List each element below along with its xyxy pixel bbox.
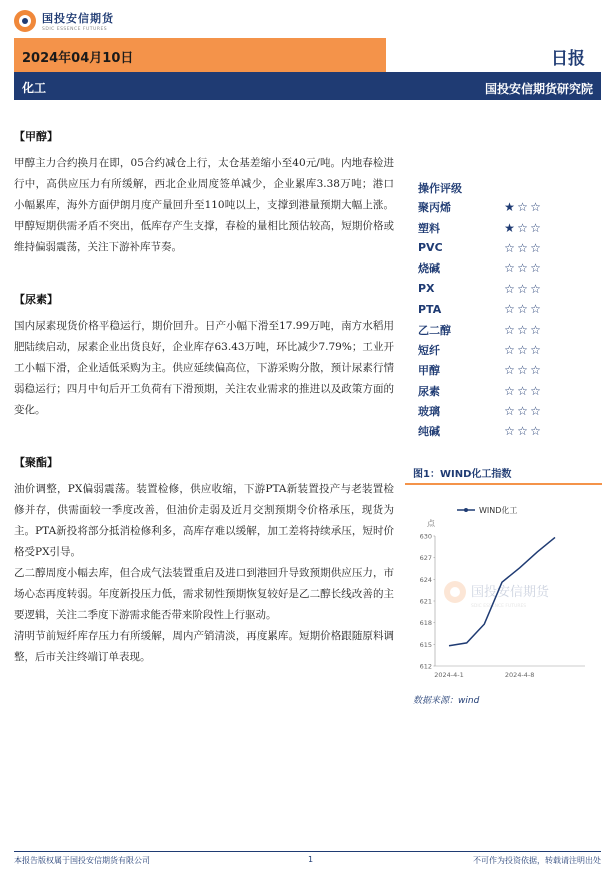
rating-product-name: 乙二醇 <box>418 323 451 337</box>
watermark-text-en: SDIC ESSENCE FUTURES <box>471 604 527 609</box>
rating-row <box>418 421 598 441</box>
rating-product-name: PTA <box>418 302 442 316</box>
rating-list <box>418 197 598 442</box>
y-tick-label: 612 <box>419 662 432 671</box>
section-heading: 【聚酯】 <box>14 456 58 469</box>
chart-y-label: 点 <box>427 519 435 528</box>
star-empty-icon: ☆ <box>504 322 515 337</box>
figure-title: 图1：WIND化工指数 <box>413 469 512 480</box>
rating-stars <box>503 303 542 315</box>
rating-row <box>418 299 598 319</box>
star-empty-icon: ☆ <box>504 281 515 296</box>
report-type-title: 日报 <box>551 49 585 69</box>
section-paragraph: 国内尿素现货价格平稳运行，期价回升。日产小幅下滑至17.99万吨，南方水稻用肥陆续启动，尿素企业出货良好，企业库存63.43万吨，环比减少7.79%；工业开工小幅下滑，企业适低采购为主。供应延续偏高位，下游采购分散，预计尿素行情弱稳运行；四月中旬后开工负荷有下滑预期，关注农业需求的推进以及政策方面的变化。 <box>14 320 394 416</box>
star-empty-icon: ☆ <box>530 342 541 357</box>
star-empty-icon: ☆ <box>530 424 541 439</box>
rating-product-name: 聚丙烯 <box>418 201 451 215</box>
star-empty-icon: ☆ <box>504 424 515 439</box>
chemical-index-chart <box>405 490 602 686</box>
logo-icon <box>14 10 36 32</box>
footer-disclaimer: 不可作为投资依据，转载请注明出处 <box>473 856 601 865</box>
star-filled-icon: ★ <box>504 200 515 215</box>
rating-stars <box>503 364 542 376</box>
report-date: 2024年04月10日 <box>22 51 134 66</box>
star-empty-icon: ☆ <box>530 220 541 235</box>
star-empty-icon: ☆ <box>530 261 541 276</box>
star-empty-icon: ☆ <box>530 404 541 419</box>
rating-row <box>418 381 598 401</box>
rating-row <box>418 197 598 217</box>
rating-row <box>418 258 598 278</box>
star-empty-icon: ☆ <box>530 322 541 337</box>
star-empty-icon: ☆ <box>504 383 515 398</box>
section-heading: 【甲醇】 <box>14 130 58 143</box>
footer-rule <box>14 851 601 852</box>
rating-row <box>418 340 598 360</box>
star-empty-icon: ☆ <box>504 240 515 255</box>
rating-product-name: PX <box>418 282 435 296</box>
section-methanol <box>14 128 394 258</box>
rating-product-name: 玻璃 <box>418 405 440 419</box>
star-empty-icon: ☆ <box>504 404 515 419</box>
star-empty-icon: ☆ <box>504 302 515 317</box>
figure-source: 数据来源：wind <box>413 696 480 706</box>
star-empty-icon: ☆ <box>530 200 541 215</box>
rating-product-name: 尿素 <box>418 384 440 398</box>
rating-product-name: 烧碱 <box>418 262 440 276</box>
star-empty-icon: ☆ <box>504 342 515 357</box>
page-number: 1 <box>308 855 314 864</box>
star-filled-icon: ★ <box>504 220 515 235</box>
institute-name: 国投安信期货研究院 <box>484 82 593 96</box>
star-empty-icon: ☆ <box>530 383 541 398</box>
rating-stars <box>503 283 542 295</box>
figure-title-rule <box>405 483 602 485</box>
watermark-logo-inner <box>450 587 460 597</box>
section-paragraph: 乙二醇周度小幅去库，但合成气法装置重启及进口到港回升导致预期供应压力，市场心态再度转弱。年度新投压力低，需求韧性预期恢复较好是乙二醇长线改善的主要逻辑，关注二季度下游需求能否带来阶段性上行驱动。 <box>14 567 394 621</box>
y-tick-label: 618 <box>419 619 432 628</box>
rating-stars <box>503 344 542 356</box>
footer-copyright: 本报告版权属于国投安信期货有限公司 <box>14 856 150 865</box>
sector-name: 化工 <box>22 81 47 95</box>
report-body <box>14 128 394 668</box>
logo-name-cn: 国投安信期货 <box>42 12 114 25</box>
star-empty-icon: ☆ <box>504 261 515 276</box>
star-empty-icon: ☆ <box>517 261 528 276</box>
star-empty-icon: ☆ <box>530 302 541 317</box>
star-empty-icon: ☆ <box>517 220 528 235</box>
x-tick-label: 2024-4-8 <box>504 671 535 679</box>
watermark-text: 国投安信期货 <box>471 585 550 600</box>
rating-stars <box>503 405 542 417</box>
y-tick-label: 621 <box>419 597 432 606</box>
star-empty-icon: ☆ <box>530 363 541 378</box>
rating-row <box>418 217 598 237</box>
section-paragraph: 甲醇主力合约换月在即，05合约减仓上行，太仓基差缩小至40元/吨。内地春检进行中，高供应压力有所缓解，西北企业周度签单减少，企业累库3.38万吨；港口小幅累库，海外方面伊朗月度产量回升至110吨以上，支撑到港量预期大幅上涨。甲醇短期供需矛盾不突出，低库存产生支撑，春检的量相比预估较高，短期价格或维持偏弱震荡，关注下游补库节奏。 <box>14 157 394 253</box>
star-empty-icon: ☆ <box>504 363 515 378</box>
rating-stars <box>503 201 542 213</box>
star-empty-icon: ☆ <box>517 322 528 337</box>
y-tick-label: 630 <box>419 532 432 541</box>
rating-row <box>418 401 598 421</box>
y-tick-label: 627 <box>419 554 432 563</box>
rating-stars <box>503 385 542 397</box>
rating-row <box>418 319 598 339</box>
rating-product-name: 塑料 <box>418 221 440 235</box>
star-empty-icon: ☆ <box>530 281 541 296</box>
star-empty-icon: ☆ <box>517 200 528 215</box>
star-empty-icon: ☆ <box>517 240 528 255</box>
logo-name-en: SDIC ESSENCE FUTURES <box>42 27 108 32</box>
rating-row <box>418 238 598 258</box>
company-logo <box>14 10 114 32</box>
star-empty-icon: ☆ <box>517 404 528 419</box>
rating-row <box>418 360 598 380</box>
star-empty-icon: ☆ <box>517 383 528 398</box>
section-paragraph: 清明节前短纤库存压力有所缓解，周内产销清淡，再度累库。短期价格跟随原料调整，后市关注终端订单表现。 <box>14 630 394 663</box>
rating-stars <box>503 242 542 254</box>
section-paragraph: 油价调整，PX偏弱震荡。装置检修，供应收缩，下游PTA新装置投产与老装置检修并存，供需面较一季度改善，但油价走弱及近月交割预期令价格承压，现货为主。PTA新投将部分抵消检修利多，高库存难以缓解，加工差将持续承压，短时价格受PX引导。 <box>14 483 394 558</box>
star-empty-icon: ☆ <box>517 281 528 296</box>
rating-product-name: 纯碱 <box>418 425 440 439</box>
rating-product-name: 甲醇 <box>418 364 440 378</box>
star-empty-icon: ☆ <box>530 240 541 255</box>
star-empty-icon: ☆ <box>517 424 528 439</box>
section-heading: 【尿素】 <box>14 293 58 306</box>
section-polyester <box>14 454 394 668</box>
rating-stars <box>503 222 542 234</box>
legend-marker <box>464 508 468 512</box>
chart-svg <box>405 490 602 686</box>
rating-product-name: 短纤 <box>418 343 440 357</box>
y-tick-label: 615 <box>419 640 432 649</box>
rating-row <box>418 279 598 299</box>
section-urea <box>14 291 394 421</box>
rating-stars <box>503 324 542 336</box>
star-empty-icon: ☆ <box>517 302 528 317</box>
x-tick-label: 2024-4-1 <box>434 671 464 679</box>
star-empty-icon: ☆ <box>517 363 528 378</box>
rating-product-name: PVC <box>418 241 443 255</box>
rating-panel-title: 操作评级 <box>418 182 462 195</box>
rating-stars <box>503 425 542 437</box>
legend-label: WIND化工 <box>479 506 518 515</box>
y-tick-label: 624 <box>419 575 432 584</box>
rating-stars <box>503 262 542 274</box>
star-empty-icon: ☆ <box>517 342 528 357</box>
